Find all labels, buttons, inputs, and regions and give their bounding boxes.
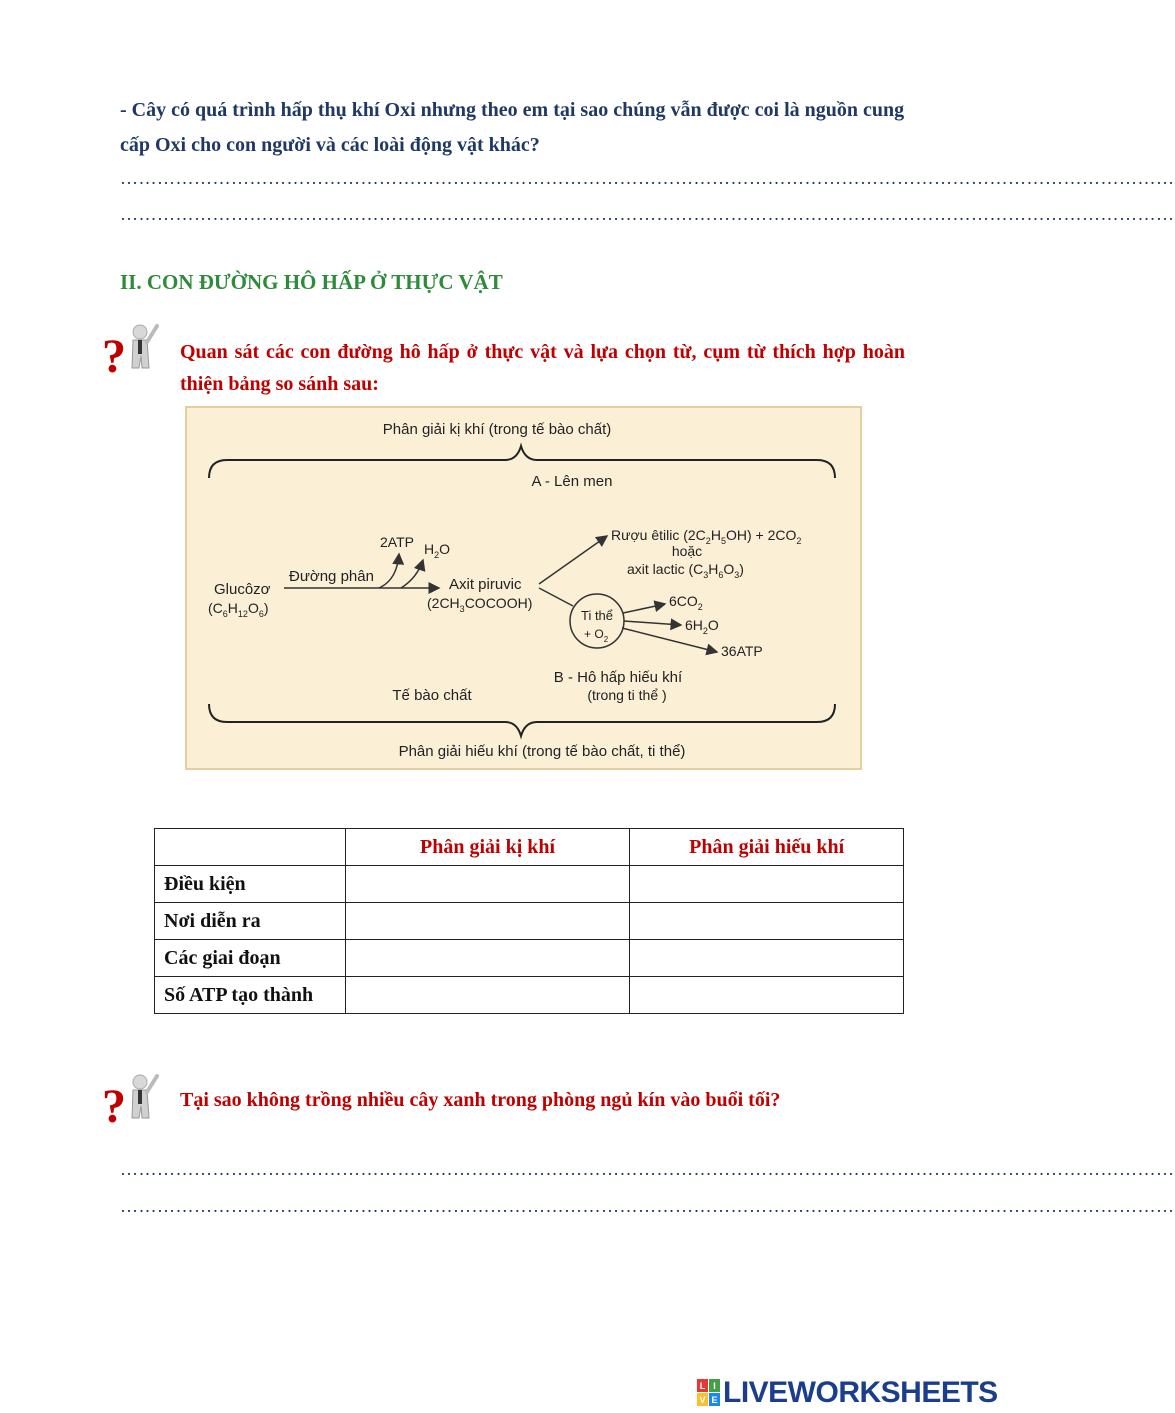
svg-text:L: L <box>699 1381 706 1391</box>
or-label: hoặc <box>671 543 703 559</box>
mitochondria-o2: + $O_2$ <box>584 627 609 644</box>
question-figure-icon <box>100 318 162 383</box>
atp-arrow <box>379 554 399 588</box>
answer-cell[interactable] <box>630 866 904 903</box>
comparison-table <box>154 828 904 1014</box>
answer-cell[interactable] <box>345 940 630 977</box>
instruction-text: Quan sát các con đường hô hấp ở thực vật và lựa chọn từ, cụm từ thích hợp hoàn thiện bảng so sánh sau: <box>180 341 905 395</box>
liveworksheets-logo <box>697 1378 998 1408</box>
atp36-label: 36ATP <box>721 643 763 659</box>
top-brace <box>209 446 835 478</box>
answer-cell[interactable] <box>345 866 630 903</box>
aerobic-label: B - Hô hấp hiếu khí <box>553 669 683 686</box>
row-label-conditions: Điều kiện <box>155 866 346 903</box>
answer-cell[interactable] <box>630 940 904 977</box>
table-header-empty <box>155 829 346 866</box>
question-1: - Cây có quá trình hấp thụ khí Oxi nhưng theo em tại sao chúng vẫn được coi là nguồn cung cấp Oxi cho con người và các loài động vật khác? <box>120 99 905 156</box>
h2o6-arrow <box>624 621 681 625</box>
answer-line-1[interactable]: ……………………………………………………………………………………………………………………………………………………… <box>120 168 1175 188</box>
co2-label: $6CO_2$ <box>669 593 703 612</box>
lactic-label: axit lactic $(C_3H_6O_3)$ <box>627 561 744 580</box>
row-label-stages: Các giai đoạn <box>155 940 346 977</box>
row-label-atp: Số ATP tạo thành <box>155 977 346 1014</box>
h2o6-label: $6H_2O$ <box>685 617 719 636</box>
aerobic-breakdown-label: Phân giải hiếu khí (trong tế bào chất, ti thể) <box>398 743 686 760</box>
answer-cell[interactable] <box>345 977 630 1014</box>
svg-text:V: V <box>699 1395 706 1405</box>
glycolysis-label: Đường phân <box>289 568 374 585</box>
table-row <box>155 977 904 1014</box>
answer-cell[interactable] <box>345 903 630 940</box>
fermentation-label: A - Lên men <box>531 473 613 490</box>
fermentation-arrow <box>539 536 607 584</box>
liveworksheets-wordmark: LIVEWORKSHEETS <box>723 1376 998 1409</box>
h2o-arrow <box>401 560 423 588</box>
question-figure-icon <box>100 1068 162 1133</box>
anaerobic-label: Phân giải kị khí (trong tế bào chất) <box>382 421 612 438</box>
answer-line-4[interactable]: ……………………………………………………………………………………………………………………………………………………… <box>120 1196 1175 1216</box>
svg-text:?: ? <box>102 1080 126 1133</box>
cytoplasm-label: Tế bào chất <box>392 687 472 704</box>
answer-line-2[interactable]: ……………………………………………………………………………………………………………………………………………………… <box>120 204 1175 224</box>
h2o-label: $H_2O$ <box>424 541 451 560</box>
glucose-label: Glucôzơ <box>214 581 271 598</box>
liveworksheets-badge-icon <box>697 1379 721 1407</box>
co2-arrow <box>623 604 665 613</box>
section-title: II. CON ĐƯỜNG HÔ HẤP Ở THỰC VẬT <box>120 270 503 294</box>
mitochondria-label: Ti thể <box>580 608 614 623</box>
ethanol-label: Rượu êtilic $(2C_2H_5OH) + 2CO_2$ <box>611 527 802 546</box>
answer-cell[interactable] <box>630 903 904 940</box>
answer-line-3[interactable]: ……………………………………………………………………………………………………………………………………………………… <box>120 1159 1175 1179</box>
answer-cell[interactable] <box>630 977 904 1014</box>
bottom-brace <box>209 704 835 736</box>
row-label-location: Nơi diễn ra <box>155 903 346 940</box>
table-header-anaerobic: Phân giải kị khí <box>345 829 630 866</box>
table-row <box>155 940 904 977</box>
table-row <box>155 866 904 903</box>
aerobic-arrow <box>539 588 573 606</box>
respiration-pathway-diagram <box>185 406 862 770</box>
question-2: Tại sao không trồng nhiều cây xanh trong phòng ngủ kín vào buổi tối? <box>180 1089 781 1111</box>
glucose-formula: $(C_6H_{12}O_6)$ <box>208 600 269 619</box>
table-header-row <box>155 829 904 866</box>
svg-text:?: ? <box>102 330 126 383</box>
table-header-aerobic: Phân giải hiếu khí <box>630 829 904 866</box>
table-row <box>155 903 904 940</box>
aerobic-location: (trong ti thể ) <box>587 687 667 703</box>
pyruvic-formula: $(2CH_3COCOOH)$ <box>427 595 533 614</box>
pyruvic-label: Axit piruvic <box>449 576 522 593</box>
svg-text:E: E <box>711 1395 718 1405</box>
atp2-label: 2ATP <box>380 534 414 550</box>
svg-text:I: I <box>713 1381 716 1391</box>
